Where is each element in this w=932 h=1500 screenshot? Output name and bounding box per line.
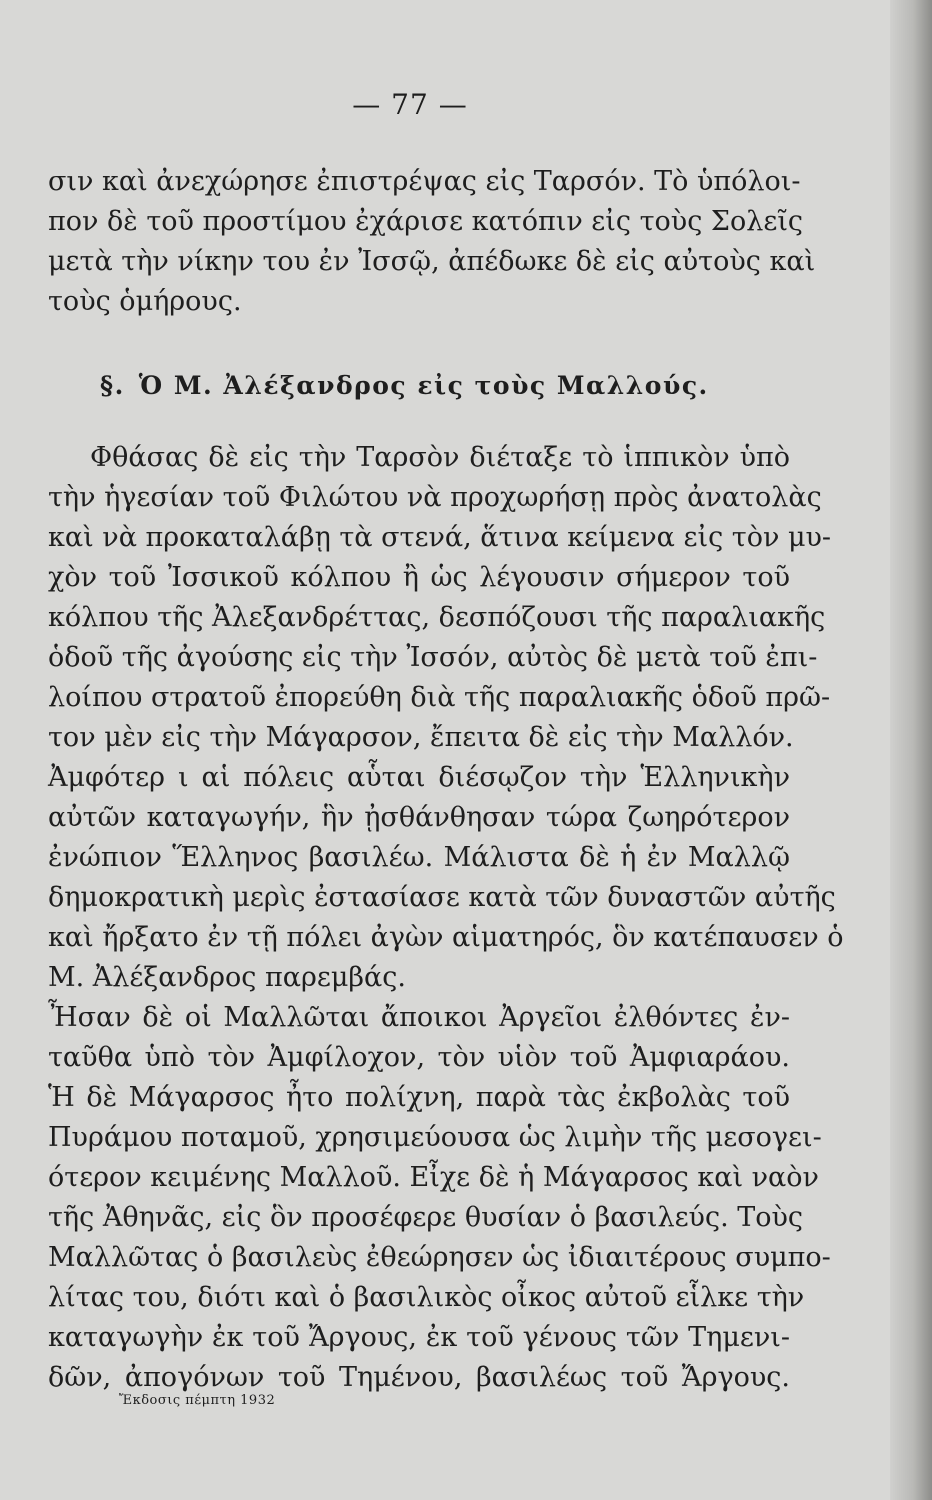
text-line: Πυράμου ποταμοῦ, χρησιμεύουσα ὡς λιμὴν τῆς μεσογει-	[48, 1122, 822, 1153]
text-line: χὸν τοῦ Ἰσσικοῦ κόλπου ἢ ὡς λέγουσιν σήμερον τοῦ	[48, 562, 790, 593]
section-heading	[100, 371, 709, 400]
paragraph-continuation	[48, 162, 816, 322]
text-line: μετὰ τὴν νίκην του ἐν Ἰσσῷ, ἀπέδωκε δὲ εἰς αὐτοὺς καὶ	[48, 246, 816, 277]
text-line: τὴν ἡγεσίαν τοῦ Φιλώτου νὰ προχωρήσῃ πρὸς ἀνατολὰς	[48, 482, 822, 513]
text-line: Ἀμφότερ ι αἱ πόλεις αὗται διέσῳζον τὴν Ἑλληνικὴν	[48, 762, 790, 793]
page-number: — 77 —	[352, 88, 468, 121]
text-line: σιν καὶ ἀνεχώρησε ἐπιστρέψας εἰς Ταρσόν. Τὸ ὑπόλοι-	[48, 166, 801, 197]
text-line: κόλπου τῆς Ἀλεξανδρέττας, δεσπόζουσι τῆς παραλιακῆς	[48, 602, 826, 633]
text-line: ὁδοῦ τῆς ἀγούσης εἰς τὴν Ἰσσόν, αὐτὸς δὲ μετὰ τοῦ ἐπι-	[48, 642, 818, 673]
section-symbol: §.	[100, 371, 125, 400]
text-line: τῆς Ἀθηνᾶς, εἰς ὃν προσέφερε θυσίαν ὁ βασιλεύς. Τοὺς	[48, 1202, 804, 1233]
text-line: Φθάσας δὲ εἰς τὴν Ταρσὸν διέταξε τὸ ἱππικὸν ὑπὸ	[90, 442, 790, 473]
text-line: καταγωγὴν ἐκ τοῦ Ἄργους, ἐκ τοῦ γένους τῶν Τημενι-	[48, 1322, 790, 1353]
section-title: Ὁ Μ. Ἀλέξανδρος εἰς τοὺς Μαλλούς.	[138, 371, 709, 400]
edition-imprint: Ἔκδοσις πέμπτη 1932	[119, 1393, 276, 1408]
text-line: ότερον κειμένης Μαλλοῦ. Εἶχε δὲ ἡ Μάγαρσος καὶ ναὸν	[48, 1162, 819, 1193]
text-line: αὐτῶν καταγωγήν, ἣν ᾐσθάνθησαν τώρα ζωηρότερον	[48, 802, 790, 833]
text-line: ἐνώπιον Ἕλληνος βασιλέω. Μάλιστα δὲ ἡ ἐν Μαλλῷ	[48, 842, 790, 873]
text-line: Ἦσαν δὲ οἱ Μαλλῶται ἄποικοι Ἀργεῖοι ἐλθόντες ἐν-	[48, 1002, 790, 1033]
text-line: ταῦθα ὑπὸ τὸν Ἀμφίλοχον, τὸν υἱὸν τοῦ Ἀμφιαράου.	[48, 1042, 790, 1073]
text-line: καὶ ἤρξατο ἐν τῇ πόλει ἀγὼν αἱματηρός, ὃν κατέπαυσεν ὁ	[48, 922, 844, 953]
text-line: Ἡ δὲ Μάγαρσος ἦτο πολίχνη, παρὰ τὰς ἐκβολὰς τοῦ	[48, 1082, 790, 1113]
text-line: λίτας του, διότι καὶ ὁ βασιλικὸς οἶκος αὐτοῦ εἷλκε τὴν	[48, 1282, 805, 1313]
text-line: τον μὲν εἰς τὴν Μάγαρσον, ἔπειτα δὲ εἰς τὴν Μαλλόν.	[48, 722, 794, 753]
text-line: λοίπου στρατοῦ ἐπορεύθη διὰ τῆς παραλιακῆς ὁδοῦ πρῶ-	[48, 682, 831, 713]
text-line: Μαλλῶτας ὁ βασιλεὺς ἐθεώρησεν ὡς ἰδιαιτέρους συμπο-	[48, 1242, 831, 1273]
text-line: δημοκρατικὴ μερὶς ἐστασίασε κατὰ τῶν δυναστῶν αὐτῆς	[48, 882, 836, 913]
text-line: τοὺς ὁμήρους.	[48, 286, 242, 317]
text-line: Μ. Ἀλέξανδρος παρεμβάς.	[48, 962, 406, 993]
paragraph-main	[48, 438, 844, 1398]
text-line: δῶν, ἀπογόνων τοῦ Τημένου, βασιλέως τοῦ Ἄργους.	[48, 1362, 790, 1393]
text-line: καὶ νὰ προκαταλάβῃ τὰ στενά, ἅτινα κείμενα εἰς τὸν μυ-	[48, 522, 832, 553]
text-line: πον δὲ τοῦ προστίμου ἐχάρισε κατόπιν εἰς τοὺς Σολεῖς	[48, 206, 804, 237]
